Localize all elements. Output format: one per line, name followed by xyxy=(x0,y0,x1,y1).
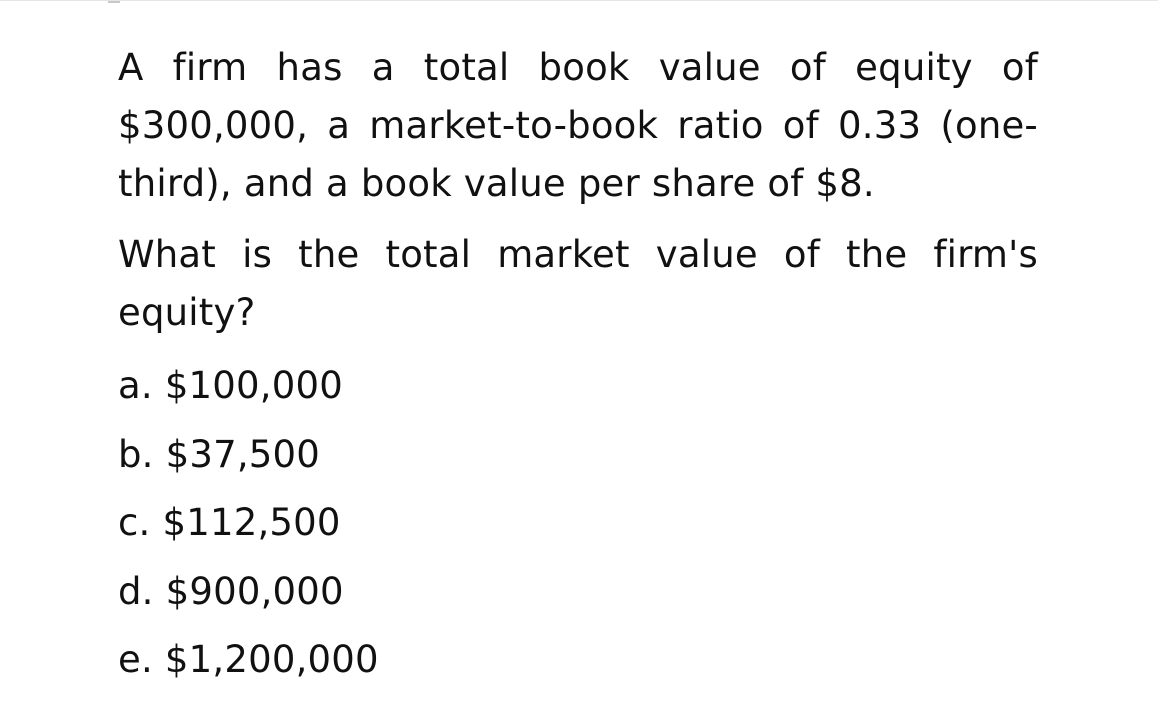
answer-option-a[interactable] xyxy=(118,352,1038,421)
top-edge-mark xyxy=(108,1,120,3)
option-text: $900,000 xyxy=(165,569,344,613)
option-text: $112,500 xyxy=(162,501,341,544)
option-text: $100,000 xyxy=(164,364,343,407)
option-text: $37,500 xyxy=(165,432,321,476)
question-stem: A firm has a total book value of equity of $300,000, a market-to-book ratio of 0.33 (one-third), and a book value per share of $8. xyxy=(118,46,1038,205)
answer-option-c[interactable] xyxy=(118,489,1038,558)
option-text: $1,200,000 xyxy=(164,638,379,681)
answer-options xyxy=(118,352,1038,695)
answer-option-e[interactable] xyxy=(118,626,1038,695)
answer-option-b[interactable] xyxy=(118,421,1038,490)
option-letter: d. xyxy=(118,569,154,613)
question-prompt: What is the total market value of the firm's equity? xyxy=(118,233,1038,334)
option-letter: e. xyxy=(118,638,153,681)
option-letter: b. xyxy=(118,432,154,476)
option-letter: c. xyxy=(118,501,151,544)
answer-option-d[interactable] xyxy=(118,558,1038,627)
option-letter: a. xyxy=(118,364,153,407)
question-content xyxy=(118,39,1038,695)
